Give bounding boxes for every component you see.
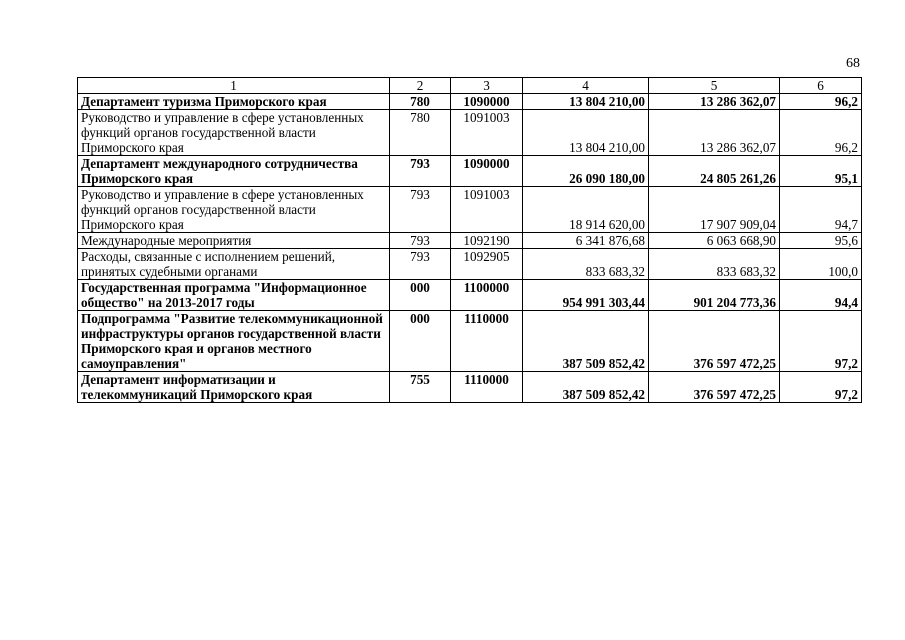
row-target-code: 1091003: [451, 110, 523, 156]
row-name: Государственная программа "Информационное общество" на 2013-2017 годы: [78, 280, 390, 311]
row-target-code: 1090000: [451, 156, 523, 187]
header-col-4: 4: [523, 78, 649, 94]
row-department-code: 000: [390, 280, 451, 311]
row-target-code: 1110000: [451, 311, 523, 372]
row-execution-percent: 97,2: [780, 372, 862, 403]
row-target-code: 1092905: [451, 249, 523, 280]
row-department-code: 780: [390, 94, 451, 110]
row-department-code: 000: [390, 311, 451, 372]
row-executed-amount: 6 063 668,90: [649, 233, 780, 249]
row-planned-amount: 13 804 210,00: [523, 94, 649, 110]
budget-table: [77, 77, 862, 403]
row-department-code: 780: [390, 110, 451, 156]
table-row: [78, 156, 862, 187]
row-planned-amount: 18 914 620,00: [523, 187, 649, 233]
row-planned-amount: 387 509 852,42: [523, 311, 649, 372]
table-row: [78, 372, 862, 403]
row-department-code: 793: [390, 187, 451, 233]
header-row: [78, 78, 862, 94]
row-name: Расходы, связанные с исполнением решений, принятых судебными органами: [78, 249, 390, 280]
row-executed-amount: 376 597 472,25: [649, 311, 780, 372]
row-executed-amount: 901 204 773,36: [649, 280, 780, 311]
row-executed-amount: 17 907 909,04: [649, 187, 780, 233]
row-name: Международные мероприятия: [78, 233, 390, 249]
row-execution-percent: 96,2: [780, 110, 862, 156]
table-row: [78, 94, 862, 110]
row-planned-amount: 13 804 210,00: [523, 110, 649, 156]
row-target-code: 1110000: [451, 372, 523, 403]
row-planned-amount: 954 991 303,44: [523, 280, 649, 311]
row-executed-amount: 13 286 362,07: [649, 110, 780, 156]
row-target-code: 1100000: [451, 280, 523, 311]
table-row: [78, 233, 862, 249]
row-planned-amount: 6 341 876,68: [523, 233, 649, 249]
row-name: Руководство и управление в сфере установленных функций органов государственной власти Приморского края: [78, 187, 390, 233]
row-execution-percent: 95,1: [780, 156, 862, 187]
page-number: 68: [846, 56, 860, 71]
row-department-code: 793: [390, 249, 451, 280]
row-executed-amount: 24 805 261,26: [649, 156, 780, 187]
table-row: [78, 249, 862, 280]
table-row: [78, 311, 862, 372]
row-name: Департамент международного сотрудничества Приморского края: [78, 156, 390, 187]
table-row: [78, 187, 862, 233]
row-execution-percent: 100,0: [780, 249, 862, 280]
row-department-code: 755: [390, 372, 451, 403]
header-col-5: 5: [649, 78, 780, 94]
table-row: [78, 110, 862, 156]
header-col-6: 6: [780, 78, 862, 94]
row-execution-percent: 95,6: [780, 233, 862, 249]
row-name: Руководство и управление в сфере установленных функций органов государственной власти Приморского края: [78, 110, 390, 156]
row-planned-amount: 387 509 852,42: [523, 372, 649, 403]
row-execution-percent: 97,2: [780, 311, 862, 372]
row-name: Департамент туризма Приморского края: [78, 94, 390, 110]
row-execution-percent: 96,2: [780, 94, 862, 110]
row-execution-percent: 94,7: [780, 187, 862, 233]
row-target-code: 1091003: [451, 187, 523, 233]
header-col-2: 2: [390, 78, 451, 94]
row-execution-percent: 94,4: [780, 280, 862, 311]
header-col-3: 3: [451, 78, 523, 94]
row-department-code: 793: [390, 156, 451, 187]
row-planned-amount: 26 090 180,00: [523, 156, 649, 187]
row-executed-amount: 13 286 362,07: [649, 94, 780, 110]
table-row: [78, 280, 862, 311]
row-department-code: 793: [390, 233, 451, 249]
row-name: Департамент информатизации и телекоммуникаций Приморского края: [78, 372, 390, 403]
header-col-1: 1: [78, 78, 390, 94]
row-executed-amount: 376 597 472,25: [649, 372, 780, 403]
row-name: Подпрограмма "Развитие телекоммуникационной инфраструктуры органов государственной власти Приморского края и органов местного самоуправления": [78, 311, 390, 372]
row-target-code: 1090000: [451, 94, 523, 110]
row-target-code: 1092190: [451, 233, 523, 249]
row-executed-amount: 833 683,32: [649, 249, 780, 280]
row-planned-amount: 833 683,32: [523, 249, 649, 280]
